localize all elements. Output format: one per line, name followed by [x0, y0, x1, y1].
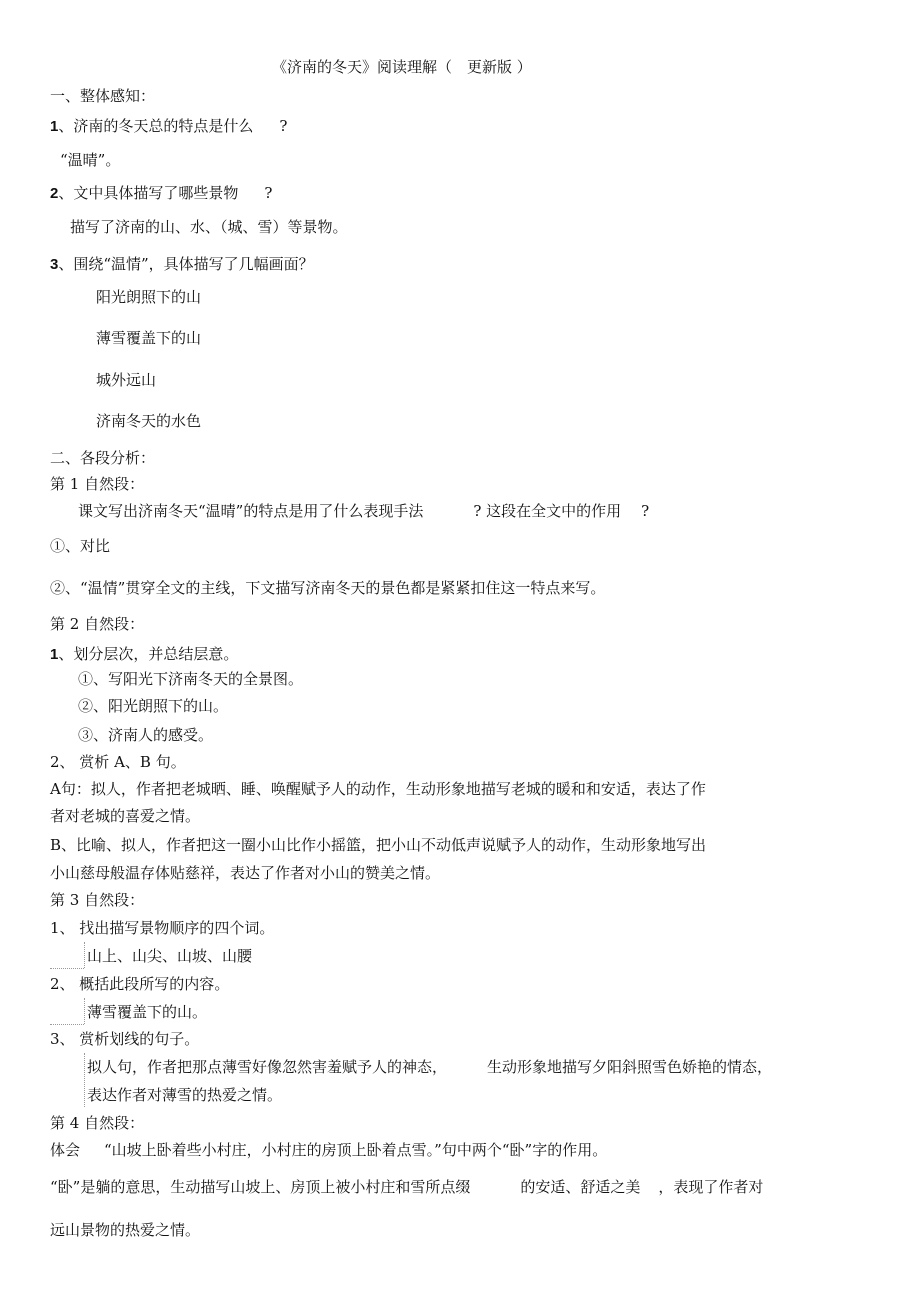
question-number: 3	[50, 256, 59, 273]
question-2	[50, 183, 272, 204]
question-number: 1	[50, 118, 59, 135]
paragraph-3-answer-3	[87, 1057, 772, 1077]
sentence-b-analysis-cont: 小山慈母般温存体贴慈祥，表达了作者对小山的赞美之情。	[50, 864, 441, 882]
paragraph-1-question	[78, 501, 649, 521]
question-text: 、围绕“温情”，具体描写了几幅画面？	[58, 255, 314, 273]
paragraph-3-question-2: 2、 概括此段所写的内容。	[50, 975, 230, 993]
question-text: 、文中具体描写了哪些景物	[58, 184, 239, 202]
paragraph-1-answer-1: ①、对比	[50, 537, 111, 555]
margin-mark	[50, 968, 84, 969]
paragraph-1-answer-2: ②、“温情”贯穿全文的主线，下文描写济南冬天的景色都是紧紧扣住这一特点来写。	[50, 579, 606, 597]
paragraph-3-question-1: 1、 找出描写景物顺序的四个词。	[50, 919, 275, 937]
question-part: 课文写出济南冬天“温晴”的特点是用了什么表现手法	[78, 502, 424, 520]
answer-3-item: 城外远山	[96, 371, 157, 389]
paragraph-4-heading: 第 4 自然段：	[50, 1114, 145, 1132]
answer-part: 生动形象地描写夕阳斜照雪色娇艳的情态，	[487, 1058, 773, 1076]
section-heading-analysis: 二、各段分析：	[50, 449, 156, 467]
paragraph-3-answer-3-cont: 表达作者对薄雪的热爱之情。	[87, 1086, 283, 1104]
paragraph-3-heading: 第 3 自然段：	[50, 891, 145, 909]
page-title: 《济南的冬天》阅读理解（ 更新版 ）	[272, 58, 532, 76]
question-text: 、济南的冬天总的特点是什么	[58, 117, 254, 135]
paragraph-3-answer-1: 山上、山尖、山坡、山腰	[87, 947, 253, 965]
paragraph-2-question-2: 2、 赏析 A、B 句。	[50, 753, 186, 771]
sentence-a-analysis: A句：拟人，作者把老城晒、睡、唤醒赋予人的动作，生动形象地描写老城的暖和和安适，表达了作	[50, 780, 706, 798]
question-mark: ?	[279, 117, 288, 135]
layer-item: ③、济南人的感受。	[78, 726, 214, 744]
question-part: “山坡上卧着些小村庄，小村庄的房顶上卧着点雪。”句中两个“卧”字的作用。	[104, 1141, 608, 1159]
answer-part: 的安适、舒适之美	[520, 1178, 641, 1196]
paragraph-1-heading: 第 1 自然段：	[50, 475, 145, 493]
question-number: 2	[50, 185, 59, 202]
question-text: 、划分层次，并总结层意。	[58, 645, 239, 663]
sentence-b-analysis: B、比喻、拟人，作者把这一圈小山比作小摇篮，把小山不动低声说赋予人的动作，生动形象地写出	[50, 836, 707, 854]
paragraph-3-question-3: 3、 赏析划线的句子。	[50, 1030, 200, 1048]
paragraph-4-answer-cont: 远山景物的热爱之情。	[50, 1221, 201, 1239]
margin-mark	[84, 998, 85, 1024]
question-mark: ?	[264, 184, 273, 202]
question-3	[50, 254, 314, 275]
margin-mark	[84, 1053, 85, 1107]
section-heading-overall: 一、整体感知：	[50, 87, 156, 105]
paragraph-2-heading: 第 2 自然段：	[50, 615, 145, 633]
margin-mark	[50, 1024, 84, 1025]
paragraph-4-question	[50, 1140, 607, 1160]
layer-item: ①、写阳光下济南冬天的全景图。	[78, 670, 304, 688]
question-part: ?	[641, 502, 650, 520]
answer-1: “温晴”。	[60, 151, 121, 169]
paragraph-2-question-1	[50, 644, 238, 665]
answer-3-item: 济南冬天的水色	[96, 412, 202, 430]
question-1	[50, 116, 287, 137]
sentence-a-analysis-cont: 者对老城的喜爱之情。	[50, 807, 201, 825]
layer-item: ②、阳光朗照下的山。	[78, 697, 229, 715]
answer-2: 描写了济南的山、水、（城、雪）等景物。	[70, 218, 348, 236]
paragraph-4-answer	[50, 1177, 763, 1197]
answer-3-item: 阳光朗照下的山	[96, 288, 202, 306]
question-part: 体会	[50, 1141, 81, 1159]
question-part: ? 这段在全文中的作用	[473, 502, 622, 520]
answer-part: “卧”是躺的意思，生动描写山坡上、房顶上被小村庄和雪所点缀	[50, 1178, 471, 1196]
answer-part: 拟人句，作者把那点薄雪好像忽然害羞赋予人的神态，	[87, 1058, 448, 1076]
margin-mark	[84, 942, 85, 968]
answer-part: ，表现了作者对	[658, 1178, 764, 1196]
paragraph-3-answer-2: 薄雪覆盖下的山。	[87, 1003, 208, 1021]
question-number: 1	[50, 646, 59, 663]
answer-3-item: 薄雪覆盖下的山	[96, 329, 202, 347]
